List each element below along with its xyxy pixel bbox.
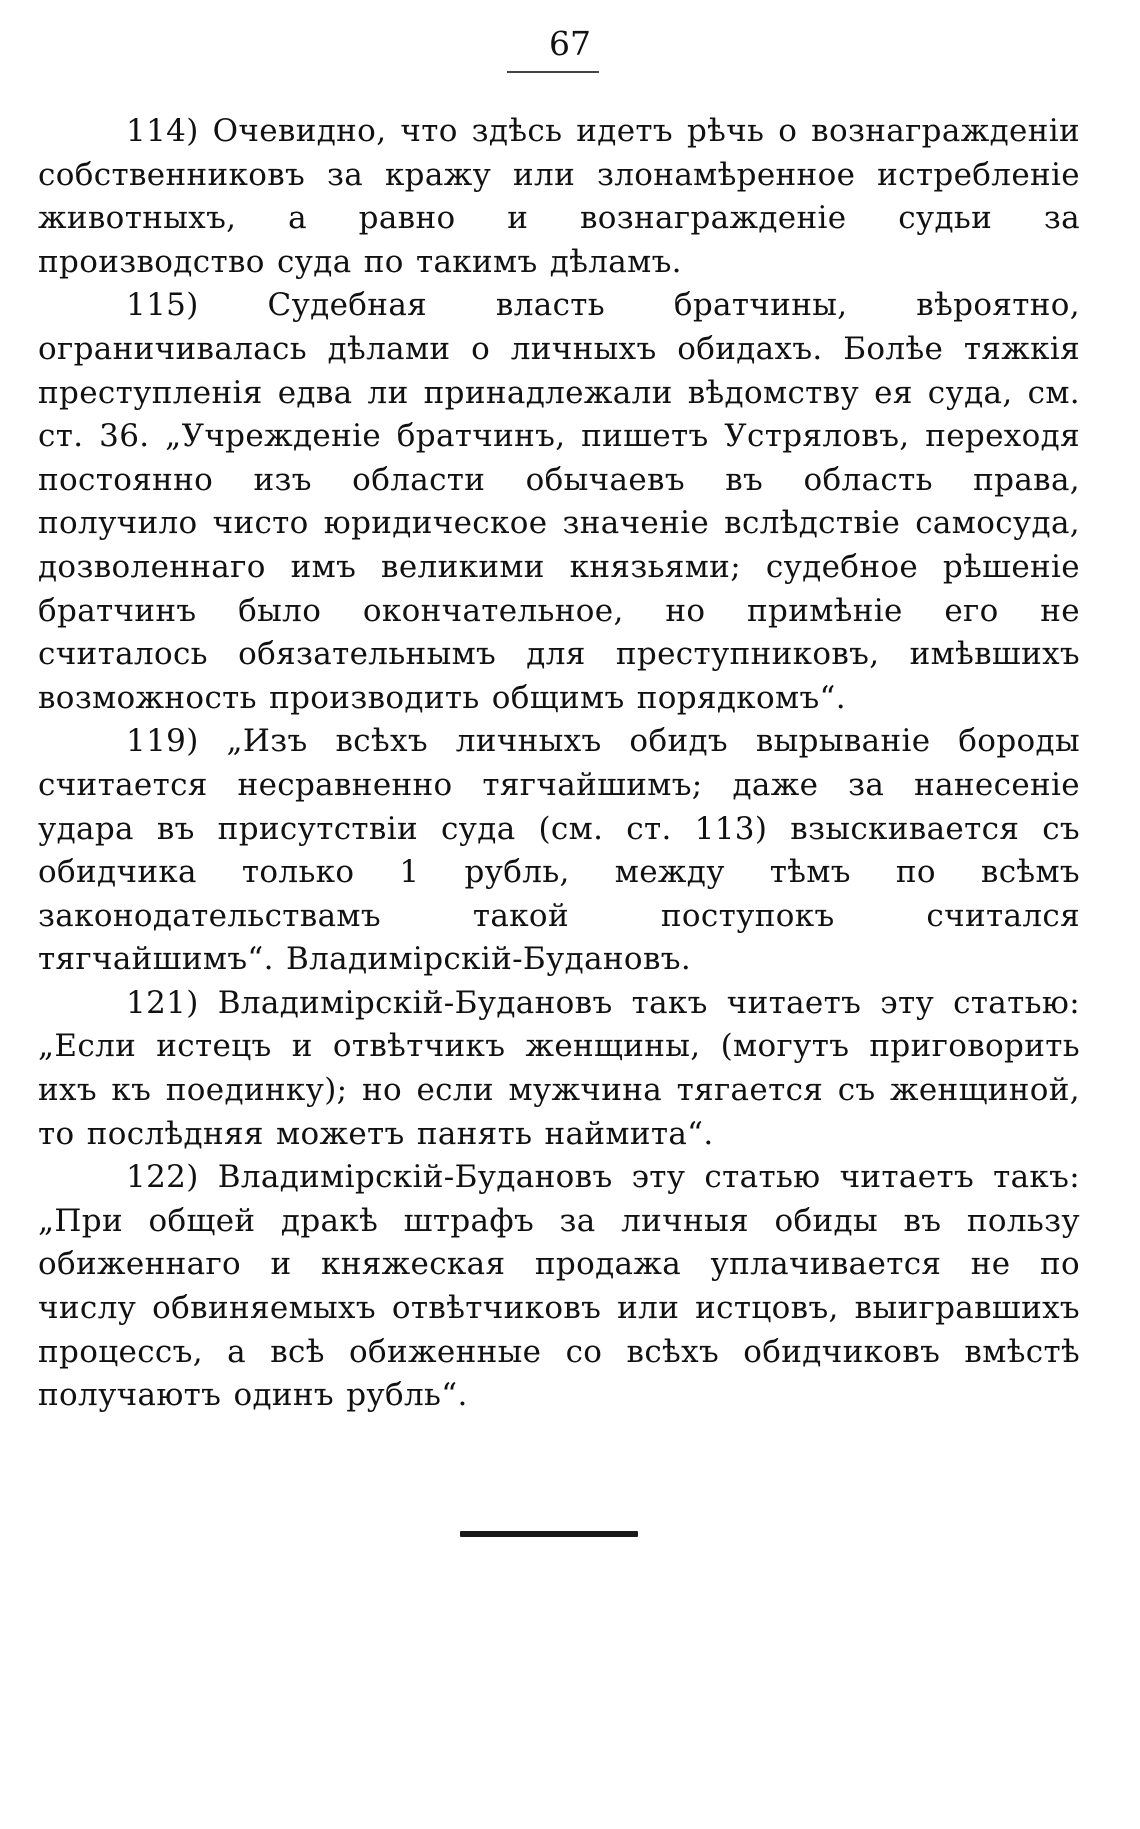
page-body — [38, 110, 1080, 1418]
section-end-rule — [460, 1531, 638, 1537]
page-number: 67 — [549, 24, 591, 63]
note-115-paragraph: 115) Судебная власть братчины, вѣроятно, ограничивалась дѣлами о личныхъ обидахъ. Болѣе тяжкія преступленія едва ли принадлежали вѣдомству ея суда, см. ст. 36. „Учрежденіе братчинъ, пишетъ Устряловъ, переходя постоянно изъ области обычаевъ въ область права, получило чисто юридическое значеніе вслѣдствіе самосуда, дозволеннаго имъ великими князьями; судебное рѣшеніе братчинъ было окончательное, но примѣніе его не считалось обязательнымъ для преступниковъ, имѣвшихъ возможность производить общимъ порядкомъ“. — [38, 287, 1080, 716]
note-114-paragraph: 114) Очевидно, что здѣсь идетъ рѣчь о вознагражденіи собственниковъ за кражу или злонамѣренное истребленіе животныхъ, а равно и вознагражденіе судьи за производство суда по такимъ дѣламъ. — [38, 113, 1080, 280]
note-121-paragraph: 121) Владимірскій-Будановъ такъ читаетъ эту статью: „Если истецъ и отвѣтчикъ женщины, (могутъ приговорить ихъ къ поединку); но если мужчина тягается съ женщиной, то послѣдняя можетъ панять наймита“. — [38, 984, 1080, 1152]
note-119-paragraph: 119) „Изъ всѣхъ личныхъ обидъ вырываніе бороды считается несравненно тягчайшимъ; даже за нанесеніе удара въ присутствіи суда (см. ст. 113) взыскивается съ обидчика только 1 рубль, между тѣмъ по всѣмъ законодательствамъ такой поступокъ считался тягчайшимъ“. Владимірскій-Будановъ. — [38, 723, 1080, 978]
note-122-paragraph: 122) Владимірскій-Будановъ эту статью читаетъ такъ: „При общей дракѣ штрафъ за личныя обиды въ пользу обиженнаго и княжеская продажа уплачивается не по числу обвиняемыхъ отвѣтчиковъ или истцовъ, выигравшихъ процессъ, а всѣ обиженные со всѣхъ обидчиковъ вмѣстѣ получаютъ одинъ рубль“. — [38, 1159, 1080, 1414]
page-number-underline — [507, 71, 599, 73]
